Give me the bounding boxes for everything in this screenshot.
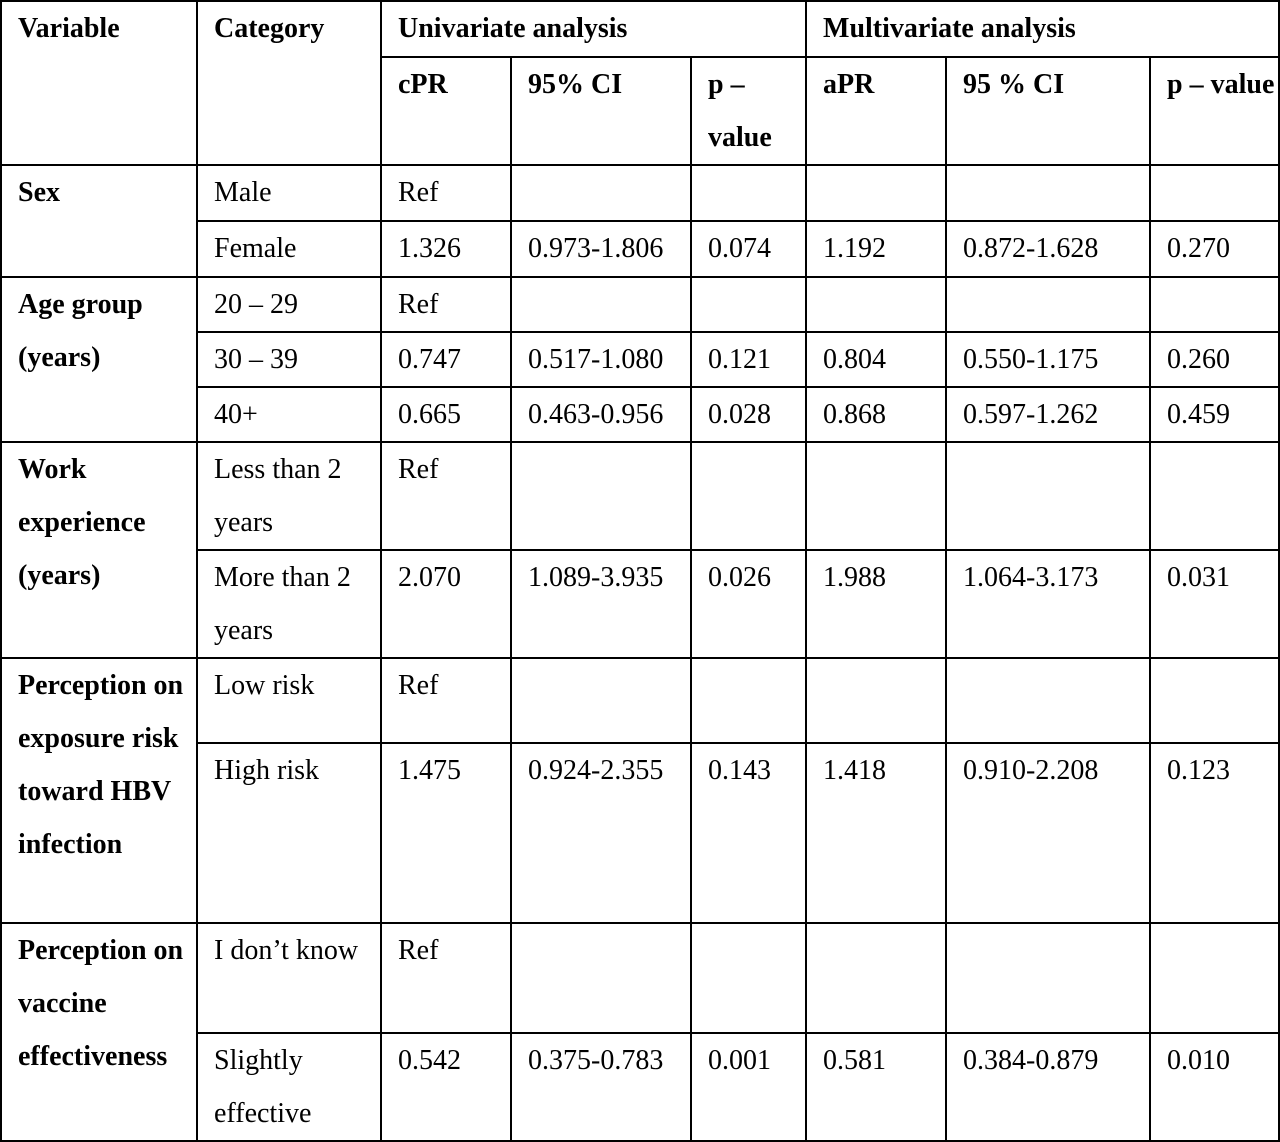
ci-multivariate-cell	[946, 277, 1150, 332]
header-p-multivariate: p – value	[1150, 57, 1279, 165]
cpr-cell: 1.326	[381, 221, 511, 277]
cpr-cell: 0.665	[381, 387, 511, 442]
ci-univariate-cell	[511, 923, 691, 1033]
cpr-cell: 0.747	[381, 332, 511, 387]
ci-univariate-cell	[511, 165, 691, 221]
apr-cell	[806, 277, 946, 332]
p-univariate-cell: 0.001	[691, 1033, 806, 1141]
cpr-cell: 2.070	[381, 550, 511, 658]
cpr-cell: 1.475	[381, 743, 511, 923]
p-univariate-cell	[691, 923, 806, 1033]
apr-cell: 1.418	[806, 743, 946, 923]
ci-multivariate-cell: 0.872-1.628	[946, 221, 1150, 277]
p-univariate-cell	[691, 277, 806, 332]
table-row	[1, 923, 1279, 1033]
category-cell: I don’t know	[197, 923, 381, 1033]
cpr-cell: Ref	[381, 165, 511, 221]
variable-cell: Sex	[1, 165, 197, 277]
ci-multivariate-cell: 0.597-1.262	[946, 387, 1150, 442]
p-multivariate-cell	[1150, 165, 1279, 221]
ci-univariate-cell: 0.375-0.783	[511, 1033, 691, 1141]
category-cell: Female	[197, 221, 381, 277]
apr-cell: 1.988	[806, 550, 946, 658]
p-univariate-cell: 0.074	[691, 221, 806, 277]
apr-cell: 0.581	[806, 1033, 946, 1141]
p-multivariate-cell	[1150, 442, 1279, 550]
apr-cell	[806, 165, 946, 221]
table-row	[1, 277, 1279, 332]
header-variable: Variable	[1, 1, 197, 165]
category-cell: 30 – 39	[197, 332, 381, 387]
header-ci-multivariate: 95 % CI	[946, 57, 1150, 165]
ci-univariate-cell: 1.089-3.935	[511, 550, 691, 658]
header-row	[1, 1, 1279, 57]
cpr-cell: 0.542	[381, 1033, 511, 1141]
cpr-cell: Ref	[381, 658, 511, 743]
cpr-cell: Ref	[381, 442, 511, 550]
category-cell: Low risk	[197, 658, 381, 743]
p-univariate-cell	[691, 442, 806, 550]
ci-multivariate-cell	[946, 658, 1150, 743]
variable-cell: Perception on exposure risk toward HBV infection	[1, 658, 197, 923]
p-univariate-cell	[691, 165, 806, 221]
p-multivariate-cell: 0.010	[1150, 1033, 1279, 1141]
p-univariate-cell: 0.028	[691, 387, 806, 442]
variable-cell: Age group (years)	[1, 277, 197, 442]
ci-univariate-cell: 0.973-1.806	[511, 221, 691, 277]
apr-cell: 1.192	[806, 221, 946, 277]
header-category: Category	[197, 1, 381, 165]
header-ci-univariate: 95% CI	[511, 57, 691, 165]
ci-univariate-cell	[511, 442, 691, 550]
ci-multivariate-cell	[946, 165, 1150, 221]
ci-univariate-cell: 0.924-2.355	[511, 743, 691, 923]
ci-multivariate-cell: 1.064-3.173	[946, 550, 1150, 658]
apr-cell: 0.804	[806, 332, 946, 387]
table-row	[1, 165, 1279, 221]
p-multivariate-cell: 0.260	[1150, 332, 1279, 387]
p-multivariate-cell: 0.123	[1150, 743, 1279, 923]
header-multivariate: Multivariate analysis	[806, 1, 1279, 57]
p-multivariate-cell: 0.270	[1150, 221, 1279, 277]
p-univariate-cell: 0.143	[691, 743, 806, 923]
ci-univariate-cell: 0.463-0.956	[511, 387, 691, 442]
header-apr: aPR	[806, 57, 946, 165]
apr-cell	[806, 442, 946, 550]
ci-multivariate-cell	[946, 923, 1150, 1033]
apr-cell	[806, 658, 946, 743]
ci-multivariate-cell	[946, 442, 1150, 550]
p-multivariate-cell	[1150, 277, 1279, 332]
p-univariate-cell: 0.026	[691, 550, 806, 658]
ci-univariate-cell	[511, 277, 691, 332]
category-cell: Male	[197, 165, 381, 221]
apr-cell	[806, 923, 946, 1033]
p-multivariate-cell: 0.031	[1150, 550, 1279, 658]
category-cell: 20 – 29	[197, 277, 381, 332]
apr-cell: 0.868	[806, 387, 946, 442]
cpr-cell: Ref	[381, 277, 511, 332]
ci-multivariate-cell: 0.910-2.208	[946, 743, 1150, 923]
p-univariate-cell	[691, 658, 806, 743]
category-cell: Slightly effective	[197, 1033, 381, 1141]
p-multivariate-cell	[1150, 923, 1279, 1033]
ci-multivariate-cell: 0.384-0.879	[946, 1033, 1150, 1141]
category-cell: Less than 2 years	[197, 442, 381, 550]
variable-cell: Work experience (years)	[1, 442, 197, 658]
p-univariate-cell: 0.121	[691, 332, 806, 387]
header-cpr: cPR	[381, 57, 511, 165]
p-multivariate-cell: 0.459	[1150, 387, 1279, 442]
category-cell: 40+	[197, 387, 381, 442]
ci-multivariate-cell: 0.550-1.175	[946, 332, 1150, 387]
variable-cell: Perception on vaccine effectiveness	[1, 923, 197, 1141]
ci-univariate-cell	[511, 658, 691, 743]
table-row	[1, 658, 1279, 743]
header-p-univariate: p – value	[691, 57, 806, 165]
table-row	[1, 442, 1279, 550]
p-multivariate-cell	[1150, 658, 1279, 743]
ci-univariate-cell: 0.517-1.080	[511, 332, 691, 387]
cpr-cell: Ref	[381, 923, 511, 1033]
header-univariate: Univariate analysis	[381, 1, 806, 57]
category-cell: High risk	[197, 743, 381, 923]
category-cell: More than 2 years	[197, 550, 381, 658]
